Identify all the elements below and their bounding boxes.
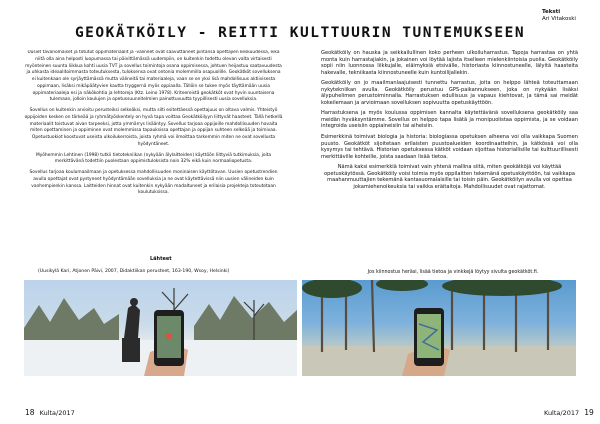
magazine-name-right: Kulta/2017 [544, 409, 580, 417]
left-text-column [24, 50, 283, 248]
references-text: (Uusikylä Kari, Atjonen Päivi, 2007, Didaktiikan perusteet, 163-190, Wsoy, Helsinki) [38, 269, 230, 274]
pine-canopy [302, 280, 562, 298]
page-number-right: 19 [584, 408, 594, 417]
left-paragraph: Myöhemmin Lehtinen (1998) tutkii tietotekniikan (nykyään älylaitteiden) käyttöön liittyviä tutkimuksia, joita merkittävänä todettiin puolestaan oppimistuloksista noin 32% eikä kuin normaaliopetusta. [35, 152, 272, 165]
folio-right [544, 408, 597, 417]
pine-forest-illustration [302, 280, 576, 376]
right-text-column [321, 50, 578, 210]
right-paragraph: Harrastuksena ja myös koulussa oppimisen kannalta käytettävänä sovelluksena geokätköily saa meidän hyväksyntämme. Sovellus on helppo tapa lisätä ja monipuolistaa oppimista, ja se voidaan integroida useisiin oppiaineisiin tai aiheisiin. [321, 110, 578, 130]
right-paragraph: Nämä kaksi esimerkkiä toimivat vain yhtenä mallina siitä, miten geokätköjä voi käyttää opetuskäytössä. Geokätköily voisi toimia myös oppilaitten tekemänä opetuskäyttöön, tai vaikkapa maahanmuuttajien tekemänä kantasuomalaisille tai toisin päin. Geokätköilyn avulla voi opettaa jokamiehenoikeuksia tai vaikka eräitaitoja. Mahdollisuudet ovat rajattomat. [324, 164, 575, 190]
photo-snowy-park [24, 280, 297, 376]
article-title: GEOKÄTKÖILY - REITTI KULTTUURIN TUNTEMUKSEEN [74, 25, 526, 41]
statue [122, 298, 140, 362]
author-name: Ari Vitakoski [542, 15, 576, 22]
left-paragraph: Uusiet tavanomaiset ja totutut oppimateriaalit ja -välineet ovat saavuttaneet pintansa opettajien keskuudessa, eikä niitä olla aina helposti luopumassa tai päivittämässä uudempiin, on kuitenkin todettu olevan valta virtaisesti myönteinen suunta liikkua kohti uusia TVT ja sovellus toimintoja osana oppimisessa, johtuen heijastuu saatavuudesta ja uhkasta ideaalitoimmasta toteutuksesta, tuloksensa ovat ontonia molemmilla osapuolille. Geokätköt sovelluksena ei kuitenkaan ole syrjäyttämässä mutta välineitä tai materiaaleja, vaan se on yksi lisä mahdollisuus aktiivisesta oppimaan, lisäksi mikäpäätyvien kautta tryggernä myös oppiaalla. Tällöin se tukee myös täyttämään uusia oppimateriaaleja esi ja näkökohtia ja lehtoreja (Ktz. Leino 1978). Kriteereistä geokätköt ovat hyvin suuntaisena tulemaan, jolloin koulujen ja opetussuunnitelmien painottuvuutta tyypillisesti uusia sovelluksia. [25, 50, 282, 103]
left-paragraph: Sovellus on kuitenkin arvioitu perusteiksi selkeäksi, mutta silti esitettäessä opettajuus on oltava valmis. Yhteistyö oppijoiden kesken on tärkeää ja ryhmätyöskentely on hyvä tapa voittaa Geokätköilyyn liittyvät haasteet. Tällä hetkellä materiaalit toistuvat aivan tarpeeksi, jotta ymmärrys lisääntyy. Sovellus tarjoaa oppijoille mahdollisuuden havaita miten opettaminen ja oppiminen ovat molemmissa tapauksissa opettajan ja oppijan suhteen selkeää ja toimivaa. Opetustuokiot koostuvat useista ulkoilukerroista, joista ryhmä voi ilmoittaa tarkemmin miten ne ovat sovellusta hyödyntäneet. [24, 108, 283, 147]
magazine-name-left: Kulta/2017 [39, 409, 75, 417]
left-paragraph: Sovellus tarjoaa koulumaailmaan ja opetuksessa mahdollisuuden moninaisen käyttötavan. Uusien opetustrendien avulla opettajat ovat pystyneet hyödyntämään sovelluksia ja ne ovat käytettävissä niin uusien välineiden kuin vanhempienkin kanssa. Laitteiden hinnat ovat kuitenkin nykyään madaltuneet ja erilaisia projekteja toteutetaan koulutuksissa. [29, 170, 278, 196]
right-paragraph: Esimerkkinä toimivat biologia ja historia: biologiassa opetuksen aiheena voi olla vaikkapa Suomen puusto. Geokätköt sijoitetaan erilaisten puustoalueiden koordinaatteihin, ja kätkössä voi olla kysymys tai tehtävä. Historian opetuksessa kätköt voidaan sijoittaa historiallisille tai kulttuurillisesti merkittäville kohteille, joista saadaan lisää tietoa. [321, 134, 578, 160]
right-paragraph: Geokätköily on jo maailmanlaajuisesti tunnettu harrastus, joita on helppo lähteä toteuttamaan nykytekniikan avulla. Geokätköily perustuu GPS-paikannukseen, joka on nykyään lisäksi älypuhelimen perustoiminnalla. Harrastuksen edullisuus ja vapaus kiehtovat, ja tämä sai meidät kokeilemaan ja arvioimaan sovelluksen sopivuutta opetuskäyttöön. [321, 80, 578, 106]
page-number-left: 18 [25, 408, 35, 417]
snowy-park-illustration [24, 280, 297, 376]
photo-pine-forest [302, 280, 576, 376]
more-info-hint: Jos kiinnostus heräsi, lisää tietoa ja vinkkejä löytyy sivulta geokätköt.fi. [367, 270, 539, 275]
author-label: Teksti [542, 9, 561, 15]
folio-left [22, 408, 75, 417]
right-paragraph: Geokätköily on hauska ja seikkailullinen koko perheen ulkoiluharrastus. Tapoja harrastaa on yhtä monta kuin harrastajiakin, ja jokainen voi löytää lajista itselleen mielenkiintoisia puolia. Geokätköily sopii niin luonnossa liikkujalle, eläimyksiä etsivälle, historiasta kiinnostuneelle, lälyitä haasteita hakevalle, tekniikasta kiinnostuneelle kuin kuntoilijallekin. [321, 50, 578, 76]
hand-with-phone [402, 308, 450, 376]
references-heading: Lähteet [150, 256, 172, 262]
author-credit [542, 9, 576, 22]
